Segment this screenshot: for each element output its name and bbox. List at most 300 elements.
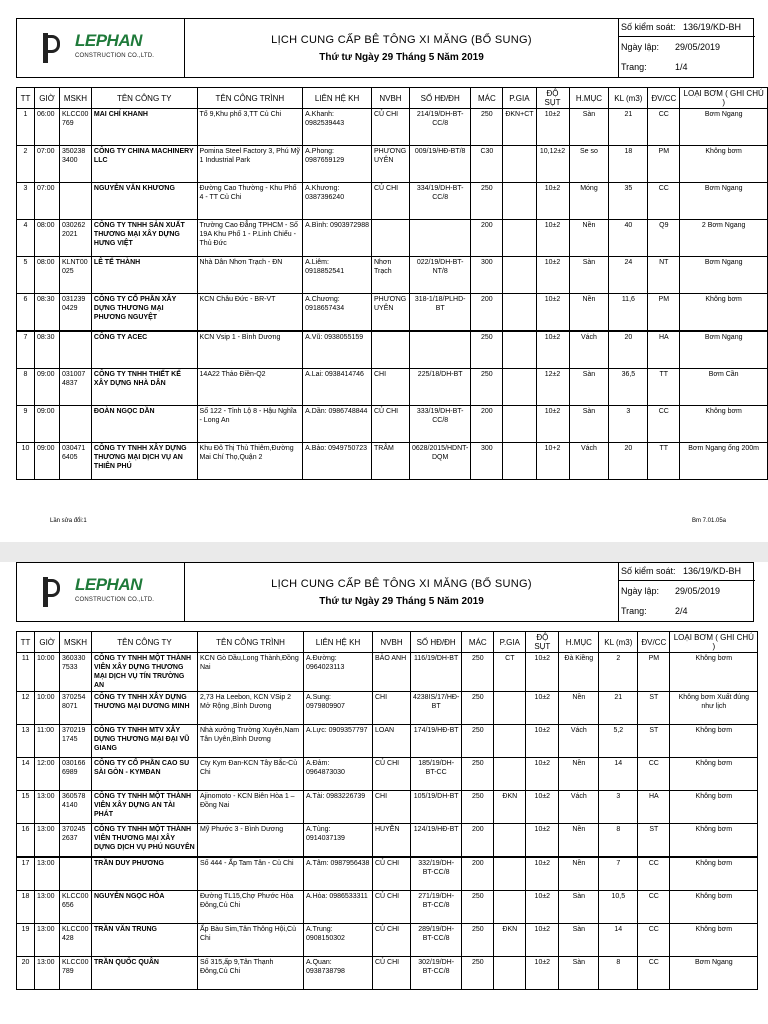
- cell-contact: A.Lai: 0938414746: [303, 369, 372, 406]
- cell-contact: A.Liêm: 0918852541: [303, 257, 372, 294]
- cell-contact: A.Khương: 0387396240: [303, 183, 372, 220]
- cell-sales: BẢO ANH: [373, 653, 411, 692]
- page-subtitle: Thứ tư Ngày 29 Tháng 5 Năm 2019: [319, 52, 484, 63]
- cell-item: Sàn: [569, 369, 609, 406]
- column-header: TÊN CÔNG TY: [91, 88, 197, 109]
- cell-time: 08:00: [34, 220, 59, 257]
- form-code: Bm 7.01.05a: [692, 518, 727, 524]
- cell-time: 07:00: [34, 183, 59, 220]
- title-block: [185, 563, 619, 621]
- cell-company: ĐOÀN NGỌC DẦN: [91, 406, 197, 443]
- cell-grade: 200: [462, 824, 494, 858]
- cell-sales: CỦ CHI: [371, 183, 409, 220]
- cell-company: CÔNG TY TNHH XÂY DỰNG THƯƠNG MẠI DƯƠNG MINH: [92, 692, 198, 725]
- cell-sales: CỦ CHI: [373, 924, 411, 957]
- cell-slump: 10±2: [526, 824, 559, 858]
- cell-volume: 20: [609, 331, 648, 369]
- table-row: [17, 957, 758, 990]
- cell-tt: 20: [17, 957, 35, 990]
- cell-time: 13:00: [35, 957, 60, 990]
- cell-slump: 10±2: [536, 257, 569, 294]
- cell-tt: 9: [17, 406, 35, 443]
- cell-sales: CỦ CHI: [373, 857, 411, 891]
- cell-site: 14A22 Thảo Điền-Q2: [197, 369, 303, 406]
- cell-site: Số 444 - Ấp Tam Tân - Củ Chi: [198, 857, 304, 891]
- column-header: TT: [17, 632, 35, 653]
- table-row: [17, 443, 768, 480]
- cell-unit: HA: [638, 791, 670, 824]
- cell-contract: 332/19/DH-BT-CC/8: [411, 857, 462, 891]
- cell-contact: A.Quan: 0938738798: [304, 957, 373, 990]
- cell-unit: CC: [638, 857, 670, 891]
- cell-volume: 20: [609, 443, 648, 480]
- cell-tt: 13: [17, 725, 35, 758]
- cell-unit: CC: [648, 406, 680, 443]
- cell-tt: 4: [17, 220, 35, 257]
- cell-tt: 7: [17, 331, 35, 369]
- cell-tt: 17: [17, 857, 35, 891]
- cell-unit: ST: [638, 725, 670, 758]
- cell-contract: 009/19/HĐ-BT/8: [409, 146, 470, 183]
- cell-tt: 12: [17, 692, 35, 725]
- cell-contract: 124/19/HĐ-BT: [411, 824, 462, 858]
- cell-site: Tổ 9,Khu phố 3,TT Củ Chi: [197, 109, 303, 146]
- cell-additive: [494, 891, 526, 924]
- cell-time: 13:00: [35, 824, 60, 858]
- cell-time: 07:00: [34, 146, 59, 183]
- cell-time: 13:00: [35, 891, 60, 924]
- cell-tt: 5: [17, 257, 35, 294]
- cell-item: Sàn: [559, 924, 599, 957]
- cell-contact: A.Chương: 0918657434: [303, 294, 372, 332]
- cell-contact: A.Bình: 0903972988: [303, 220, 372, 257]
- table-header-row: [17, 88, 768, 109]
- cell-unit: CC: [638, 891, 670, 924]
- cell-grade: 250: [462, 653, 494, 692]
- cell-grade: 250: [462, 758, 494, 791]
- cell-slump: 10±2: [536, 109, 569, 146]
- cell-time: 06:00: [34, 109, 59, 146]
- cell-contract: 116/19/DH-BT: [411, 653, 462, 692]
- cell-slump: 10±2: [526, 957, 559, 990]
- cell-additive: [503, 406, 536, 443]
- table-row: [17, 653, 758, 692]
- cell-site: Khu Đô Thị Thủ Thiêm,Đường Mai Chí Thọ,Quận 2: [197, 443, 303, 480]
- table-row: [17, 146, 768, 183]
- column-header: ĐỘ SỤT: [536, 88, 569, 109]
- column-header: TÊN CÔNG TRÌNH: [198, 632, 304, 653]
- page-number: Trang: 2/4: [621, 606, 688, 616]
- column-header: P.GIA: [494, 632, 526, 653]
- cell-sales: Nhơn Trạch: [371, 257, 409, 294]
- title-block: [185, 19, 619, 77]
- cell-tt: 16: [17, 824, 35, 858]
- cell-customer-code: KLCC00 656: [60, 891, 92, 924]
- cell-grade: 200: [471, 294, 503, 332]
- cell-item: Sàn: [559, 891, 599, 924]
- cell-sales: CỦ CHI: [373, 758, 411, 791]
- cell-grade: 200: [471, 406, 503, 443]
- table-row: [17, 406, 768, 443]
- page-header: [16, 18, 754, 78]
- cell-sales: CHI: [373, 692, 411, 725]
- cell-additive: ĐKN+CT: [503, 109, 536, 146]
- created-date: Ngày lập: 29/05/2019: [621, 42, 721, 52]
- cell-item: Vách: [559, 791, 599, 824]
- column-header: GIỜ: [35, 632, 60, 653]
- table-row: [17, 692, 758, 725]
- table-row: [17, 183, 768, 220]
- cell-customer-code: [60, 857, 92, 891]
- column-header: ĐV/CC: [648, 88, 680, 109]
- table-row: [17, 294, 768, 332]
- column-header: ĐV/CC: [638, 632, 670, 653]
- cell-contract: 333/19/DH-BT-CC/8: [409, 406, 470, 443]
- cell-unit: ST: [638, 692, 670, 725]
- cell-contact: A.Vũ: 0938055159: [303, 331, 372, 369]
- cell-customer-code: KLCC00 769: [59, 109, 91, 146]
- column-header: TÊN CÔNG TY: [92, 632, 198, 653]
- cell-sales: [371, 331, 409, 369]
- cell-item: Nền: [569, 294, 609, 332]
- cell-slump: 10±2: [526, 857, 559, 891]
- cell-customer-code: 030471 6405: [59, 443, 91, 480]
- logo-subtext: CONSTRUCTION CO.,LTD.: [75, 597, 155, 603]
- cell-contract: 225/18/DH-BT: [409, 369, 470, 406]
- cell-grade: 250: [462, 791, 494, 824]
- table-row: [17, 791, 758, 824]
- column-header: NVBH: [373, 632, 411, 653]
- cell-volume: 10,5: [599, 891, 638, 924]
- cell-slump: 10±2: [526, 653, 559, 692]
- column-header: KL (m3): [609, 88, 648, 109]
- cell-time: 08:30: [34, 331, 59, 369]
- cell-unit: ST: [638, 824, 670, 858]
- cell-customer-code: 030166 6989: [60, 758, 92, 791]
- table-row: [17, 758, 758, 791]
- cell-slump: 10±2: [526, 758, 559, 791]
- cell-contact: A.Lực: 0909357797: [304, 725, 373, 758]
- cell-contact: A.Dần: 0986748844: [303, 406, 372, 443]
- cell-pump: Không bơm: [670, 924, 758, 957]
- cell-company: CÔNG TY ACEC: [91, 331, 197, 369]
- cell-contact: A.Hòa: 0986533311: [304, 891, 373, 924]
- cell-unit: CC: [638, 758, 670, 791]
- cell-customer-code: 031007 4837: [59, 369, 91, 406]
- cell-pump: Không bơm: [670, 824, 758, 858]
- cell-grade: 250: [462, 725, 494, 758]
- table-header-row: [17, 632, 758, 653]
- cell-contact: A.Tài: 0983226739: [304, 791, 373, 824]
- cell-contract: 185/19/DH-BT-CC: [411, 758, 462, 791]
- cell-time: 08:30: [34, 294, 59, 332]
- cell-sales: CỦ CHI: [373, 957, 411, 990]
- page-title: LỊCH CUNG CẤP BÊ TÔNG XI MĂNG (BỔ SUNG): [271, 34, 532, 46]
- cell-customer-code: [59, 406, 91, 443]
- column-header: ĐỘ SỤT: [526, 632, 559, 653]
- cell-item: Nền: [569, 220, 609, 257]
- column-header: SỐ HĐ/ĐH: [409, 88, 470, 109]
- cell-volume: 7: [599, 857, 638, 891]
- cell-customer-code: [59, 331, 91, 369]
- cell-tt: 11: [17, 653, 35, 692]
- cell-item: Vách: [559, 725, 599, 758]
- cell-pump: Không bơm: [680, 406, 768, 443]
- cell-tt: 1: [17, 109, 35, 146]
- column-header: MÁC: [471, 88, 503, 109]
- cell-customer-code: KLCC00 789: [60, 957, 92, 990]
- cell-grade: 200: [462, 857, 494, 891]
- table-row: [17, 257, 768, 294]
- cell-pump: Bơm Ngang ống 200m: [680, 443, 768, 480]
- cell-additive: [503, 146, 536, 183]
- cell-time: 09:00: [34, 443, 59, 480]
- cell-grade: C30: [471, 146, 503, 183]
- cell-customer-code: KLCC00 428: [60, 924, 92, 957]
- cell-time: 10:00: [35, 692, 60, 725]
- cell-sales: CỦ CHI: [371, 109, 409, 146]
- cell-pump: Không bơm: [670, 791, 758, 824]
- cell-unit: TT: [648, 443, 680, 480]
- cell-contact: A.Sung: 0979809907: [304, 692, 373, 725]
- cell-volume: 18: [609, 146, 648, 183]
- logo-mark-icon: [43, 33, 55, 63]
- cell-sales: [371, 220, 409, 257]
- cell-time: 08:00: [34, 257, 59, 294]
- cell-site: Trường Cao Đẳng TPHCM - Số 19A Khu Phố 1 - P.Linh Chiểu - Thủ Đức: [197, 220, 303, 257]
- column-header: LIÊN HỆ KH: [303, 88, 372, 109]
- cell-site: Nhà xưởng Trường Xuyên,Nam Tân Uyên,Bình Dương: [198, 725, 304, 758]
- cell-time: 13:00: [35, 857, 60, 891]
- cell-unit: NT: [648, 257, 680, 294]
- table-row: [17, 331, 768, 369]
- cell-tt: 8: [17, 369, 35, 406]
- cell-additive: [503, 294, 536, 332]
- cell-time: 10:00: [35, 653, 60, 692]
- created-date: Ngày lập: 29/05/2019: [621, 586, 721, 596]
- company-logo: [17, 563, 185, 621]
- cell-unit: PM: [648, 294, 680, 332]
- cell-site: Nhà Dân Nhơn Trạch - ĐN: [197, 257, 303, 294]
- cell-contact: A.Tâm: 0987956438: [304, 857, 373, 891]
- column-header: MSKH: [59, 88, 91, 109]
- cell-volume: 3: [609, 406, 648, 443]
- cell-contact: A.Tùng: 0914037139: [304, 824, 373, 858]
- cell-site: Ấp Bàu Sim,Tân Thông Hội,Củ Chi: [198, 924, 304, 957]
- cell-sales: LOAN: [373, 725, 411, 758]
- cell-company: CÔNG TY TNHH MỘT THÀNH VIÊN XÂY DỰNG AN TÀI PHÁT: [92, 791, 198, 824]
- cell-slump: 10±2: [526, 692, 559, 725]
- cell-grade: 250: [462, 957, 494, 990]
- cell-tt: 15: [17, 791, 35, 824]
- column-header: GIỜ: [34, 88, 59, 109]
- cell-site: KCN Gò Dầu,Long Thành,Đồng Nai: [198, 653, 304, 692]
- cell-unit: CC: [648, 183, 680, 220]
- cell-slump: 10±2: [526, 791, 559, 824]
- cell-customer-code: KLNT00 025: [59, 257, 91, 294]
- cell-customer-code: 370245 2637: [60, 824, 92, 858]
- cell-volume: 5,2: [599, 725, 638, 758]
- cell-contract: 334/19/DH-BT-CC/8: [409, 183, 470, 220]
- cell-additive: CT: [494, 653, 526, 692]
- cell-tt: 2: [17, 146, 35, 183]
- cell-volume: 36,5: [609, 369, 648, 406]
- cell-customer-code: 370219 1745: [60, 725, 92, 758]
- cell-item: Móng: [569, 183, 609, 220]
- page-header: [16, 562, 754, 622]
- cell-tt: 19: [17, 924, 35, 957]
- cell-site: Đường Cao Thường - Khu Phố 4 - TT Củ Chi: [197, 183, 303, 220]
- cell-customer-code: 030262 2021: [59, 220, 91, 257]
- cell-grade: 250: [462, 891, 494, 924]
- cell-contract: 0628/2015/HDNT-DQM: [409, 443, 470, 480]
- cell-customer-code: 350238 3400: [59, 146, 91, 183]
- cell-grade: 250: [462, 692, 494, 725]
- cell-volume: 14: [599, 924, 638, 957]
- cell-slump: 10±2: [526, 891, 559, 924]
- cell-unit: TT: [648, 369, 680, 406]
- cell-company: TRẦN VĂN TRUNG: [92, 924, 198, 957]
- cell-customer-code: 360578 4140: [60, 791, 92, 824]
- cell-additive: [494, 857, 526, 891]
- cell-customer-code: 370254 8071: [60, 692, 92, 725]
- cell-pump: 2 Bơm Ngang: [680, 220, 768, 257]
- cell-site: KCN Vsip 1 - Bình Dương: [197, 331, 303, 369]
- column-header: MSKH: [60, 632, 92, 653]
- column-header: LOẠI BƠM ( GHI CHÚ ): [670, 632, 758, 653]
- cell-item: Nền: [559, 758, 599, 791]
- cell-pump: Bơm Ngang: [680, 109, 768, 146]
- table-row: [17, 725, 758, 758]
- cell-contact: A.Phong: 0987659129: [303, 146, 372, 183]
- logo-subtext: CONSTRUCTION CO.,LTD.: [75, 53, 155, 59]
- cell-item: Nền: [559, 692, 599, 725]
- cell-customer-code: 360330 7533: [60, 653, 92, 692]
- cell-company: CÔNG TY CHINA MACHINERY LLC: [91, 146, 197, 183]
- cell-pump: Không bơm: [670, 653, 758, 692]
- cell-company: TRẦN QUỐC QUÂN: [92, 957, 198, 990]
- cell-time: 09:00: [34, 406, 59, 443]
- cell-company: CÔNG TY CỔ PHẦN CAO SU SÀI GÒN - KYMĐAN: [92, 758, 198, 791]
- cell-company: CÔNG TY CỔ PHẦN XÂY DỰNG THƯƠNG MẠI PHƯƠNG NGUYỆT: [91, 294, 197, 332]
- cell-company: NGUYỄN VĂN KHƯƠNG: [91, 183, 197, 220]
- cell-time: 11:00: [35, 725, 60, 758]
- cell-site: Cty Kym Đan-KCN Tây Bắc-Củ Chi: [198, 758, 304, 791]
- cell-item: Sàn: [569, 257, 609, 294]
- cell-unit: Q9: [648, 220, 680, 257]
- cell-time: 09:00: [34, 369, 59, 406]
- cell-volume: 14: [599, 758, 638, 791]
- column-header: MÁC: [462, 632, 494, 653]
- cell-slump: 12±2: [536, 369, 569, 406]
- cell-contract: 271/19/DH-BT-CC/8: [411, 891, 462, 924]
- cell-contract: 318-1/18/PLHD-BT: [409, 294, 470, 332]
- column-header: H.MỤC: [559, 632, 599, 653]
- cell-contact: A.Bảo: 0949750723: [303, 443, 372, 480]
- cell-slump: 10,12±2: [536, 146, 569, 183]
- cell-contact: A.Đảm: 0964873030: [304, 758, 373, 791]
- document-meta: [619, 563, 753, 621]
- cell-slump: 10±2: [536, 331, 569, 369]
- cell-additive: [503, 257, 536, 294]
- cell-contract: 4238IS/17/HĐ-BT: [411, 692, 462, 725]
- cell-additive: [503, 220, 536, 257]
- cell-contract: [409, 331, 470, 369]
- cell-unit: CC: [638, 924, 670, 957]
- cell-unit: CC: [648, 109, 680, 146]
- cell-contact: A.Trung: 0908150302: [304, 924, 373, 957]
- cell-time: 13:00: [35, 791, 60, 824]
- cell-slump: 10+2: [536, 443, 569, 480]
- cell-additive: [494, 758, 526, 791]
- column-header: TT: [17, 88, 35, 109]
- cell-sales: PHƯƠNG UYÊN: [371, 146, 409, 183]
- cell-company: MAI CHÍ KHANH: [91, 109, 197, 146]
- cell-pump: Bơm Ngang: [670, 957, 758, 990]
- cell-volume: 8: [599, 957, 638, 990]
- cell-company: TRẦN DUY PHƯƠNG: [92, 857, 198, 891]
- cell-additive: [503, 369, 536, 406]
- cell-item: Vách: [569, 443, 609, 480]
- cell-additive: [503, 443, 536, 480]
- logo-text: LEPHAN: [75, 575, 142, 594]
- revision-note: Lần sửa đổi:1: [50, 518, 87, 524]
- cell-contract: 022/19/DH-BT-NT/8: [409, 257, 470, 294]
- cell-item: Đà Kiềng: [559, 653, 599, 692]
- cell-site: Ajinomoto - KCN Biên Hòa 1 – Đồng Nai: [198, 791, 304, 824]
- column-header: LIÊN HỆ KH: [304, 632, 373, 653]
- column-header: LOẠI BƠM ( GHI CHÚ ): [680, 88, 768, 109]
- column-header: P.GIA: [503, 88, 536, 109]
- cell-item: Nền: [559, 824, 599, 858]
- cell-sales: CHI: [371, 369, 409, 406]
- cell-grade: 300: [471, 257, 503, 294]
- cell-pump: Không bơm: [680, 294, 768, 332]
- cell-item: Se so: [569, 146, 609, 183]
- column-header: H.MỤC: [569, 88, 609, 109]
- cell-tt: 18: [17, 891, 35, 924]
- cell-unit: HA: [648, 331, 680, 369]
- cell-slump: 10±2: [536, 183, 569, 220]
- cell-site: Số 122 - Tỉnh Lộ 8 - Hậu Nghĩa - Long An: [197, 406, 303, 443]
- cell-pump: Không bơm: [670, 758, 758, 791]
- column-header: TÊN CÔNG TRÌNH: [197, 88, 303, 109]
- cell-customer-code: [59, 183, 91, 220]
- table-row: [17, 109, 768, 146]
- cell-pump: Bơm Ngang: [680, 331, 768, 369]
- cell-site: 2,73 Ha Leebon, KCN VSip 2 Mở Rộng ,Bình Dương: [198, 692, 304, 725]
- cell-unit: CC: [638, 957, 670, 990]
- cell-additive: [494, 725, 526, 758]
- table-row: [17, 824, 758, 858]
- schedule-table: [16, 87, 768, 480]
- cell-item: Nền: [559, 857, 599, 891]
- column-header: NVBH: [371, 88, 409, 109]
- cell-volume: 8: [599, 824, 638, 858]
- cell-contract: 105/19/DH-BT: [411, 791, 462, 824]
- cell-site: Mỹ Phước 3 - Bình Dương: [198, 824, 304, 858]
- page-subtitle: Thứ tư Ngày 29 Tháng 5 Năm 2019: [319, 596, 484, 607]
- cell-slump: 10±2: [526, 725, 559, 758]
- cell-grade: 250: [471, 183, 503, 220]
- column-header: SỐ HĐ/ĐH: [411, 632, 462, 653]
- cell-company: NGUYỄN NGỌC HÒA: [92, 891, 198, 924]
- cell-pump: Không bơm Xuất đúng như lịch: [670, 692, 758, 725]
- cell-grade: 250: [471, 109, 503, 146]
- cell-contract: 289/19/DH-BT-CC/8: [411, 924, 462, 957]
- cell-volume: 40: [609, 220, 648, 257]
- cell-site: Pomina Steel Factory 3, Phú Mỹ 1 Industrial Park: [197, 146, 303, 183]
